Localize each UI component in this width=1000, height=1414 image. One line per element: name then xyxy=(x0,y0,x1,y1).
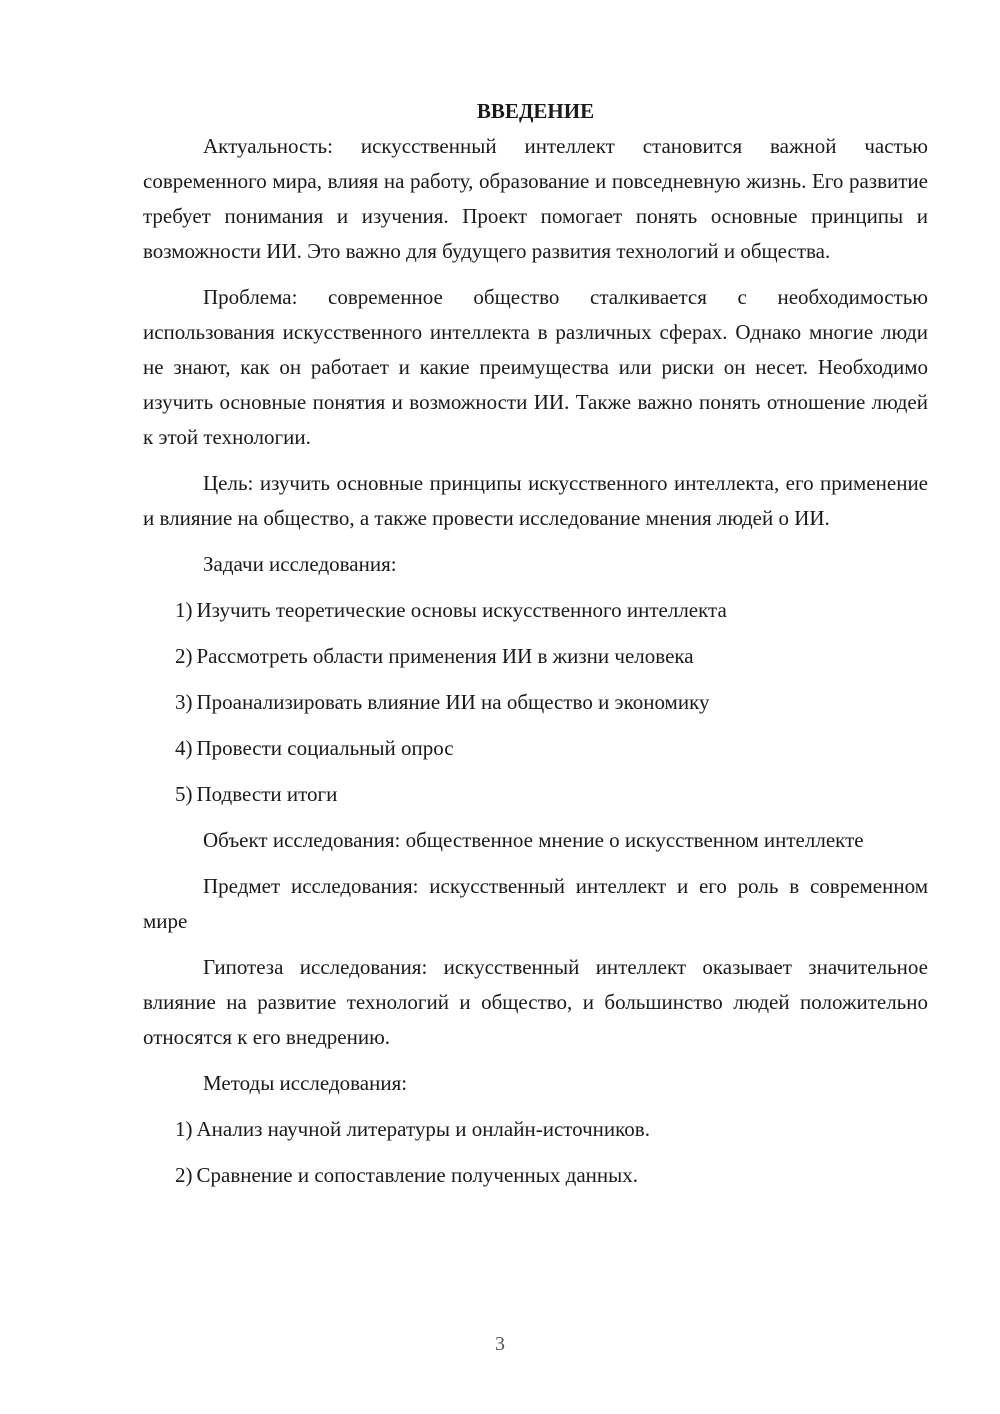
list-item-number: 5) xyxy=(175,782,193,806)
document-page xyxy=(143,94,928,1204)
list-item-text: Анализ научной литературы и онлайн-источников. xyxy=(196,1117,650,1141)
tasks-label: Задачи исследования: xyxy=(203,552,397,576)
relevance-paragraph: Актуальность: искусственный интеллект становится важной частью современного мира, влияя на работу, образование и повседневную жизнь. Его развитие требует понимания и изучения. Проект помогает понять основные принципы и возможности ИИ. Это важно для будущего развития технологий и общества. xyxy=(143,134,928,263)
list-item-text: Сравнение и сопоставление полученных данных. xyxy=(196,1163,638,1187)
list-item-text: Изучить теоретические основы искусственного интеллекта xyxy=(196,598,727,622)
list-item-number: 1) xyxy=(175,598,193,622)
list-item xyxy=(143,731,928,766)
list-item xyxy=(143,1112,928,1147)
problem-paragraph: Проблема: современное общество сталкивается с необходимостью использования искусственного интеллекта в различных сферах. Однако многие люди не знают, как он работает и какие преимущества или риски он несет. Необходимо изучить основные понятия и возможности ИИ. Также важно понять отношение людей к этой технологии. xyxy=(143,285,928,449)
list-item-text: Проанализировать влияние ИИ на общество и экономику xyxy=(196,690,710,714)
list-item xyxy=(143,1158,928,1193)
list-item-number: 2) xyxy=(175,1163,193,1187)
page-number: 3 xyxy=(495,1333,505,1355)
list-item-number: 4) xyxy=(175,736,193,760)
hypothesis-paragraph: Гипотеза исследования: искусственный интеллект оказывает значительное влияние на развитие технологий и общество, и большинство людей положительно относятся к его внедрению. xyxy=(143,955,928,1049)
list-item xyxy=(143,639,928,674)
list-item-number: 1) xyxy=(175,1117,193,1141)
page-title: ВВЕДЕНИЕ xyxy=(476,99,595,123)
list-item-text: Провести социальный опрос xyxy=(196,736,454,760)
list-item-number: 2) xyxy=(175,644,193,668)
methods-list xyxy=(143,1112,928,1193)
list-item-text: Рассмотреть области применения ИИ в жизни человека xyxy=(196,644,694,668)
list-item-number: 3) xyxy=(175,690,193,714)
list-item xyxy=(143,593,928,628)
methods-label: Методы исследования: xyxy=(203,1071,408,1095)
tasks-list xyxy=(143,593,928,812)
subject-paragraph: Предмет исследования: искусственный интеллект и его роль в современном мире xyxy=(143,874,928,933)
goal-paragraph: Цель: изучить основные принципы искусственного интеллекта, его применение и влияние на общество, а также провести исследование мнения людей о ИИ. xyxy=(143,471,928,530)
list-item xyxy=(143,777,928,812)
list-item-text: Подвести итоги xyxy=(196,782,338,806)
list-item xyxy=(143,685,928,720)
object-paragraph: Объект исследования: общественное мнение о искусственном интеллекте xyxy=(203,828,864,852)
